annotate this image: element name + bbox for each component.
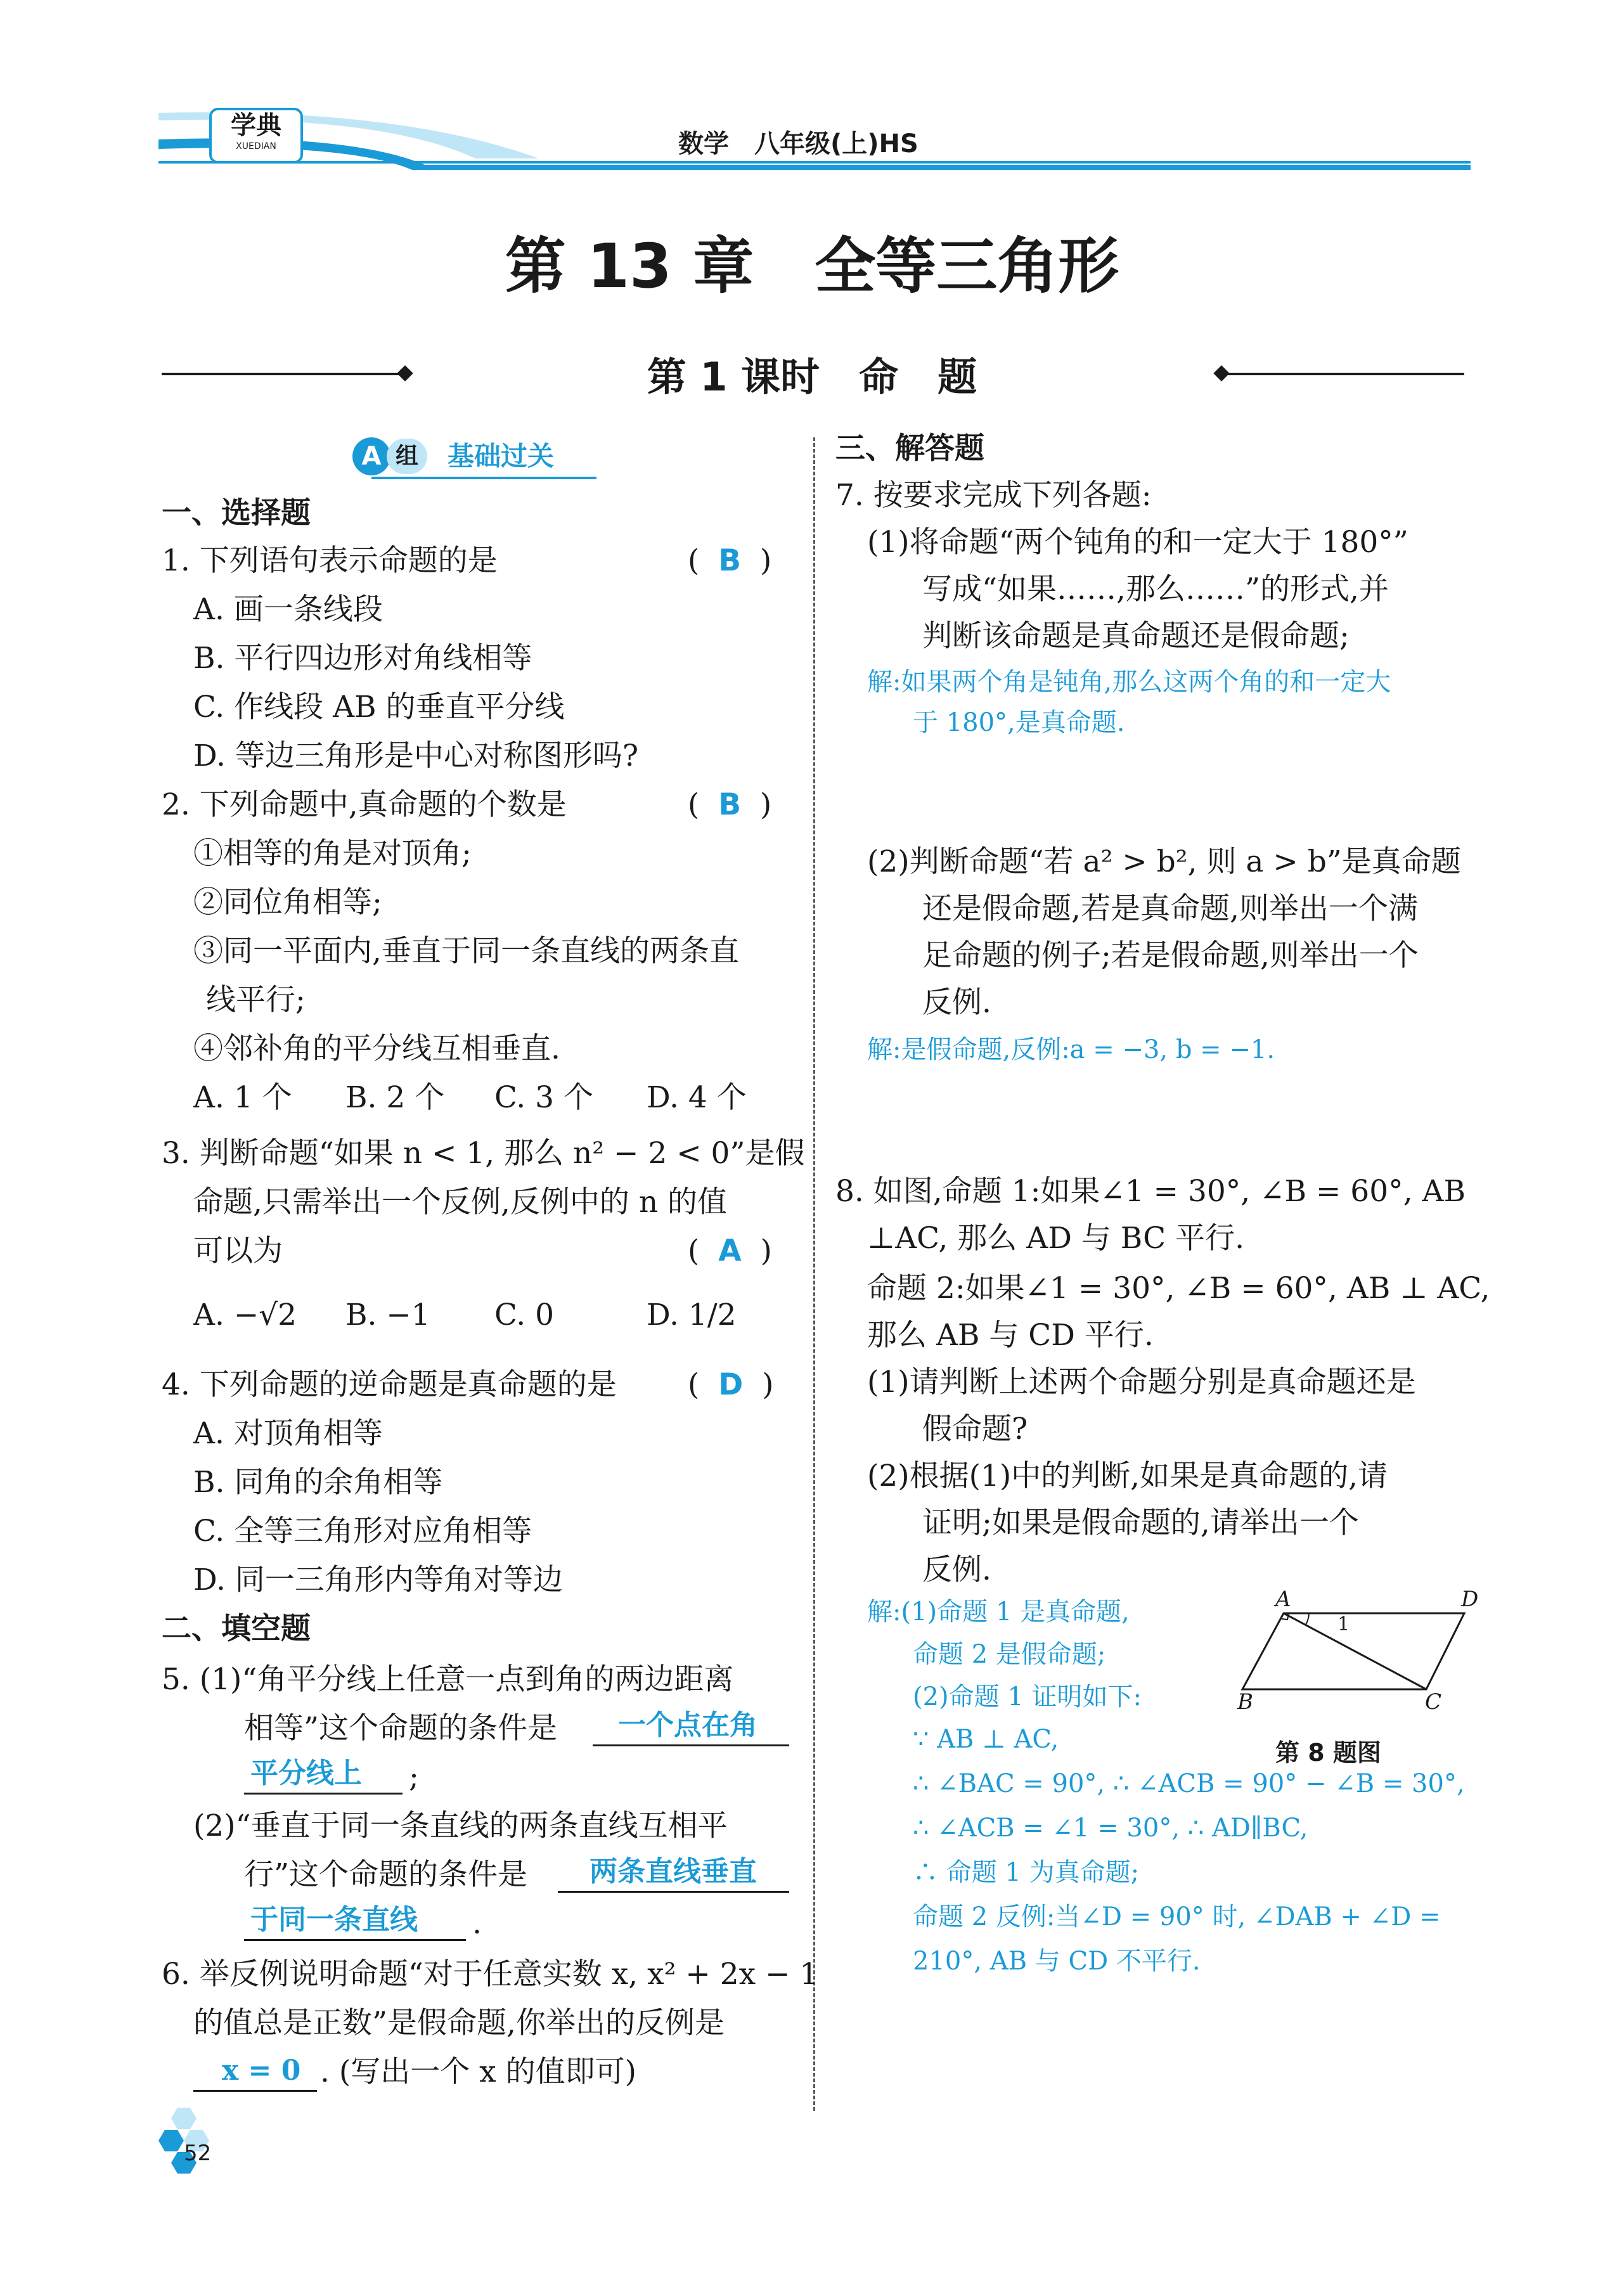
q7-p1-line-1: (1)将命题“两个钝角的和一定大于 180°” [867,525,1408,560]
q4-answer-bracket: ( D ) [688,1367,774,1402]
q2-option-d: D. 4 个 [647,1080,747,1115]
q5-p2-end: . [472,1906,482,1941]
column-divider [813,437,815,2111]
label-d: D [1461,1587,1479,1612]
q1-answer-bracket: ( B ) [688,543,772,578]
q7-p1-line-2: 写成“如果……,那么……”的形式,并 [922,572,1389,607]
group-underline [371,477,596,479]
q2-item-1: ①相等的角是对顶角; [193,836,472,871]
group-label: 基础过关 [448,441,555,472]
q5-p2-line-2: 行”这个命题的条件是 [244,1857,528,1892]
q7-solution-1-line-1: 解:如果两个角是钝角,那么这两个角的和一定大 [867,667,1391,697]
q1-option-b: B. 平行四边形对角线相等 [193,641,532,676]
q2-item-3: ③同一平面内,垂直于同一条直线的两条直 [193,934,739,969]
q2-option-a: A. 1 个 [193,1080,292,1115]
label-c: C [1425,1689,1442,1715]
q2-item-2: ②同位角相等; [193,885,382,920]
q7-solution-2: 解:是假命题,反例:a = −3, b = −1. [867,1035,1275,1064]
lesson-title: 第 1 课时 命 题 [647,354,977,400]
q5-p1-end: ; [409,1760,419,1795]
q7-stem: 7. 按要求完成下列各题: [835,478,1152,513]
q2-option-b: B. 2 个 [345,1080,445,1115]
q4-option-d: D. 同一三角形内等角对等边 [193,1563,563,1597]
section-choice-heading: 一、选择题 [162,496,311,531]
q8-line-9: 反例. [922,1552,991,1587]
q8-figure [1223,1588,1477,1724]
label-a: A [1275,1587,1291,1612]
q5-p1-blank-b: 平分线上 [250,1757,362,1789]
q1-option-d: D. 等边三角形是中心对称图形吗? [193,738,639,773]
badge-a: A [352,437,390,475]
q2-answer-bracket: ( B ) [688,787,772,822]
q8-solution-line-6: ∴ ∠ACB = ∠1 = 30°, ∴ AD∥BC, [913,1814,1308,1843]
q5-p2-blank-a: 两条直线垂直 [590,1855,757,1888]
q6-line-2: 的值总是正数”是假命题,你举出的反例是 [193,2006,725,2040]
label-angle-1: 1 [1337,1613,1350,1635]
logo-text: 学典 [231,111,281,140]
q5-p2-blank-line-1 [558,1891,789,1893]
q1-answer: B [718,543,742,578]
q8-solution-line-1: 解:(1)命题 1 是真命题, [867,1597,1130,1627]
q8-line-6: 假命题? [922,1412,1028,1447]
q8-line-8: 证明;如果是假命题的,请举出一个 [922,1505,1359,1540]
q5-p1-blank-line-2 [244,1793,403,1795]
q8-solution-line-3: (2)命题 1 证明如下: [913,1682,1142,1711]
q5-p1-blank-a: 一个点在角 [618,1709,757,1741]
q7-p2-line-1: (2)判断命题“若 a² > b², 则 a > b”是真命题 [867,844,1461,879]
q5-p2-blank-b: 于同一条直线 [250,1904,418,1936]
q6-blank-line [193,2090,317,2092]
q8-solution-line-5: ∴ ∠BAC = 90°, ∴ ∠ACB = 90° − ∠B = 30°, [913,1769,1465,1798]
section-answer-heading: 三、解答题 [835,431,984,466]
q8-line-5: (1)请判断上述两个命题分别是真命题还是 [867,1365,1416,1400]
q8-figure-caption: 第 8 题图 [1275,1739,1381,1767]
q4-stem: 4. 下列命题的逆命题是真命题的是 [162,1367,617,1402]
q8-line-3: 命题 2:如果∠1 = 30°, ∠B = 60°, AB ⊥ AC, [867,1271,1490,1306]
q4-answer: D [718,1367,744,1402]
label-b: B [1237,1689,1253,1715]
chapter-title: 第 13 章 全等三角形 [505,231,1119,302]
q4-option-b: B. 同角的余角相等 [193,1465,443,1500]
q2-item-3-cont: 线平行; [206,983,306,1017]
q4-option-a: A. 对顶角相等 [193,1416,383,1451]
q8-line-4: 那么 AB 与 CD 平行. [867,1318,1154,1353]
q3-answer-bracket: ( A ) [688,1234,772,1268]
q5-p1-line-2: 相等”这个命题的条件是 [244,1711,558,1746]
q8-line-2: ⊥AC, 那么 AD 与 BC 平行. [867,1221,1245,1256]
q8-solution-line-7: ∴ 命题 1 为真命题; [913,1858,1140,1887]
q3-line-3: 可以为 [193,1234,283,1268]
logo-subtext: XUEDIAN [236,141,276,151]
q7-solution-1-line-2: 于 180°,是真命题. [913,708,1125,737]
q8-solution-line-8: 命题 2 反例:当∠D = 90° 时, ∠DAB + ∠D = [913,1902,1441,1931]
q3-option-b: B. −1 [345,1298,430,1332]
logo-badge [209,108,303,164]
q4-option-c: C. 全等三角形对应角相等 [193,1514,532,1549]
q3-option-c: C. 0 [494,1298,555,1332]
q1-option-c: C. 作线段 AB 的垂直平分线 [193,690,565,725]
header-subject: 数学 八年级(上)HS [678,129,918,158]
q5-p2-blank-line-2 [244,1939,466,1941]
q8-line-1: 8. 如图,命题 1:如果∠1 = 30°, ∠B = 60°, AB [835,1174,1466,1209]
q1-stem: 1. 下列语句表示命题的是 [162,543,498,578]
q5-p1-blank-line-1 [593,1744,789,1746]
q1-option-a: A. 画一条线段 [193,592,383,627]
q6-tail: . (写出一个 x 的值即可) [320,2054,636,2089]
q6-blank: x = 0 [222,2054,301,2087]
q5-p1-line-1: 5. (1)“角平分线上任意一点到角的两边距离 [162,1662,734,1697]
header-band [158,95,1471,171]
badge-zu: 组 [387,439,427,474]
q2-answer: B [718,787,742,822]
q2-option-c: C. 3 个 [494,1080,594,1115]
q2-item-4: ④邻补角的平分线互相垂直. [193,1031,560,1066]
q7-p2-line-4: 反例. [922,985,991,1020]
q2-stem: 2. 下列命题中,真命题的个数是 [162,787,567,822]
q7-p2-line-3: 足命题的例子;若是假命题,则举出一个 [922,938,1419,973]
q6-line-1: 6. 举反例说明命题“对于任意实数 x, x² + 2x − 1 [162,1957,819,1992]
q8-solution-line-4: ∵ AB ⊥ AC, [913,1725,1059,1754]
q7-p2-line-2: 还是假命题,若是真命题,则举出一个满 [922,891,1418,926]
lesson-rule-right [1220,373,1464,375]
q3-answer: A [718,1234,742,1268]
q3-option-d: D. 1/2 [647,1298,737,1332]
page-number: 52 [184,2141,212,2166]
q8-solution-line-9: 210°, AB 与 CD 不平行. [913,1947,1201,1976]
q5-p2-line-1: (2)“垂直于同一条直线的两条直线互相平 [193,1808,728,1843]
q3-line-2: 命题,只需举出一个反例,反例中的 n 的值 [193,1185,728,1220]
q8-solution-line-2: 命题 2 是假命题; [913,1640,1106,1669]
q3-line-1: 3. 判断命题“如果 n < 1, 那么 n² − 2 < 0”是假 [162,1136,805,1171]
group-badge [352,437,600,479]
q7-p1-line-3: 判断该命题是真命题还是假命题; [922,619,1350,654]
q3-option-a: A. −√2 [193,1298,297,1332]
section-fill-heading: 二、填空题 [162,1611,311,1646]
q8-line-7: (2)根据(1)中的判断,如果是真命题的,请 [867,1459,1388,1493]
